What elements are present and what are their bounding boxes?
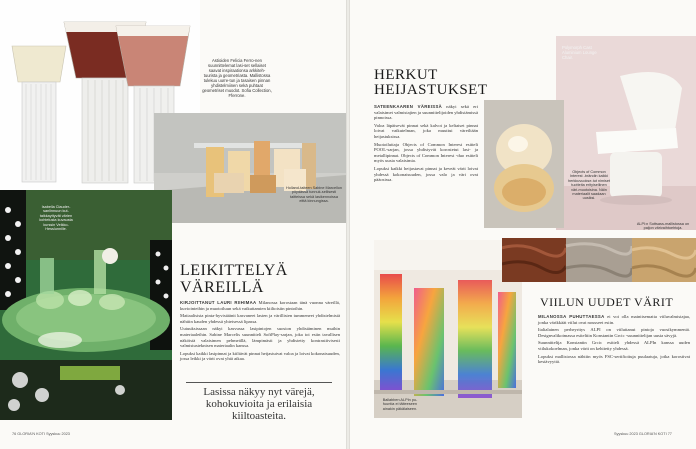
glasses-caption: Astioiden Felicia Ferro-nen suunnittelemat lasi-set sellaiset saavat inspiraationsa arkkiteh-tuurista ja geometriasta. Mallistossa tulekuu uurre-tun ja tasaisen pinnan yhdistelmiinen sekä puhtaat geometriset muodot. Sofia Collection, Fferrone.: [202, 58, 272, 98]
chair-photo: [556, 36, 696, 230]
left-paragraph: Matiaalisista pinta-hyvistäänit kasvaneet lasten ja värillisten tummeneet yhdistelmistä nähtiin kauden yhdessä yhteisessä lipassa.: [180, 313, 340, 324]
dining-photo: [0, 190, 172, 420]
right-folio: Syyskuu 2023 GLORIA'N KOTI 77: [614, 432, 672, 436]
left-headline: [180, 262, 288, 296]
right-lede-rest: näkyi sekä eri valaisimet valmistajien ja suunnittelijoiden yhdistämissä pinnoissa.: [374, 104, 478, 121]
right-page: [350, 0, 696, 449]
left-body: [180, 300, 340, 364]
left-paragraph: Lopuksi kaikki lasipinnat ja kiiltävät pinnat heijastuivat valoa ja loivat kokonaisuuden, jossa leikki ja värit ovat yhtä aikaa.: [180, 350, 340, 362]
right-headline: [374, 68, 488, 98]
veneer-lede: MILANOSSA PUHUTTAESSA: [538, 314, 605, 319]
object-caption: Objects of Common Interest -brändin kaikki herkkuvuokse-tut nimiset tuotteita erityisellinen väri-muotoisina. Näin materiaalit saadaan uusiksi.: [568, 170, 610, 201]
left-lede-rest: Milanossa korostaan tänä vuonna väreillä, kuviointeihin ja muotoiluun sekä vaikuttamien kiiltoisiin pintoihin.: [180, 300, 340, 311]
left-headline-line1: LEIKITTELYÄ: [180, 262, 288, 279]
veneer-lede-rest: ei voi olla mainitsematta viiluvalmistajaa, jonka värikkäät viilut ovat nousseet esiin.: [538, 314, 690, 325]
right-headline-line1: HERKUT: [374, 67, 438, 83]
left-folio: 76 GLORIA'N KOTI Syyskuu 2023: [12, 432, 70, 436]
gallery-photo: [374, 240, 522, 418]
left-lede: KIRJOITTANUT LAURI RIIHIMAA: [180, 300, 257, 305]
left-page: [0, 0, 346, 449]
veneer-samples: [502, 238, 696, 282]
table-caption: Holland-taiteen Sabine Marcellon pöydässä tunnuk-sellisesti taitteissa sekä lasikennoissa eittä kinnungissa.: [286, 186, 342, 204]
pull-quote-rule-top: [186, 382, 332, 383]
veneer-headline: VIILUN UUDET VÄRIT: [540, 295, 674, 309]
right-paragraph: Valoa läpäisevät pinnat sekä kalvot ja keltaiset pinnat loivat vaikutelman, joka muuttui väreiltään heijastuksissa.: [374, 122, 478, 139]
veneer-body: [538, 314, 690, 367]
left-headline-line2: VÄREILLÄ: [180, 279, 264, 296]
veneer-paragraph: Italialainen perheyritys ALPI on viiluttanut pintoja vuosikymmeniä. Designvalikoimassa esiteltiin Konstantin Grcic -suunnittelijan uusia sävyjä.: [538, 327, 690, 338]
gallery-caption: Ballabben ALPIn pu-fuuntia ei täiteeseen ainakin päkälaiseen.: [382, 398, 418, 411]
right-lede: SATEENKAAREN VÄREISSÄ: [374, 104, 443, 109]
right-body: [374, 104, 478, 185]
right-paragraph: Lopuksi kaikki heijastavat pinnat ja keveät värit loivat yhdessä kokonaisuuden, jossa valo ja väri ovat pääosissa.: [374, 165, 478, 183]
chair-caption: Polymorph Cast Aluminium Lounge Chair.: [562, 45, 597, 60]
pull-quote: Lasissa näkyy nyt värejä, kohokuvioita ja erilaisia kiiltoasteita.: [203, 386, 315, 422]
right-headline-line2: HEIJASTUKSET: [374, 82, 488, 98]
object-photo: [484, 100, 564, 228]
dining-caption: Isabella Clauder-sanlinnuun kut-taikkayttyvät värien kohtelusta kuvausta kurssin Veikko-Hesslunnille.: [39, 205, 73, 232]
right-paragraph: Muotoiluttaja Objects of Common Interest esitteli POOL-sarjan, jossa yhdistyvät korostetut lasi- ja metallipinnat. Objects of Common Interest -duo esitteli myös uusia valaisimia.: [374, 141, 478, 164]
veneer-paragraph: Suunnittelija Konstantin Grcic esitteli yhdessä ALPIn kanssa uuden viilukokoelman, jonka värit on kehitetty yhdessä.: [538, 340, 690, 351]
left-paragraph: Uutuuksissaan näkyi kasvussa lasipintojen suosion yhdistäminen muihin materiaaleihin. Sabine Marcelis suunnitteli SoftPlay-sarjan, joka toi esiin tavallisen näköistä valaisimen pehmeällä, lämpimästi ja yhdistetty kontrastiivisesti valmistusteknisen materiaalin kanssa.: [180, 326, 340, 349]
fabrics-caption: ALPI:n Sottsass-mallistossa on paljon värivaihtoehtoja.: [636, 222, 690, 231]
veneer-paragraph: Lopuksi mallistossa nähtiin myös FSC-sertifioituja puulaatuja, jotka korostivat kestävyyttä.: [538, 353, 690, 365]
table-photo: [154, 113, 346, 223]
